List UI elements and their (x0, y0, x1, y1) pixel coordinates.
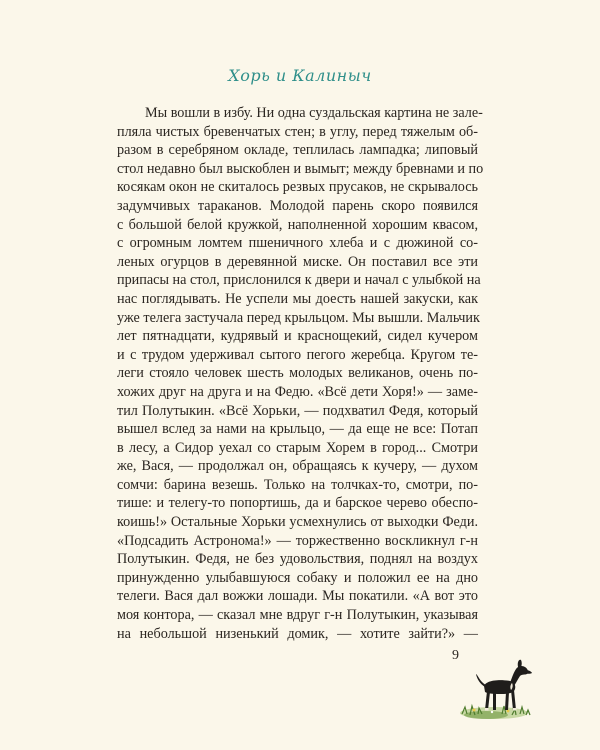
text-line: и с трудом удерживал сытого пегого жеребца. Кругом те- (117, 346, 478, 363)
text-line: с огромным ломтем пшеничного хлеба и с дюжиной со- (117, 235, 478, 252)
text-line: леных огурцов в деревянной миске. Он поставил все эти (117, 253, 478, 270)
text-line: хожих друг на друга и на Федю. «Всё дети Хоря!» — заме- (117, 383, 478, 400)
text-line: тил Полутыкин. «Всё Хорьки, — подхватил Федя, который (117, 402, 478, 419)
text-line: тише: и телегу-то попортишь, да и барское черево обеспо- (117, 495, 478, 512)
body-paragraph (117, 104, 484, 643)
chapter-title: Хорь и Калиныч (228, 66, 372, 85)
text-line: телеги. Вася дал вожжи лошади. Мы покатили. «А вот это (117, 588, 478, 605)
page-number: 9 (452, 648, 459, 663)
text-line: принужденно улыбавшуюся собаку и положил ее на дно (117, 569, 478, 586)
text-line: с большой белой кружкой, наполненной хорошим квасом, (117, 216, 478, 233)
text-line: уже телега застучала перед крыльцом. Мы вышли. Мальчик (117, 309, 480, 326)
text-line: пляла чистых бревенчатых стен; в углу, перед тяжелым об- (117, 123, 478, 140)
text-line: косякам окон не скиталось резвых прусаков, не скрывалось (117, 179, 478, 196)
text-line: моя контора, — сказал мне вдруг г-н Полутыкин, указывая (117, 607, 478, 624)
text-line: разом в серебряном окладе, теплилась лампадка; липовый (117, 142, 478, 159)
text-line: задумчивых тараканов. Молодой парень скоро появился (117, 197, 478, 214)
text-line: вышел вслед за нами на крыльцо, — да еще не все: Потап (117, 421, 478, 438)
dog-on-grass-icon (456, 652, 538, 724)
text-line: леги стояло человек шесть молодых великанов, очень по- (117, 365, 478, 382)
text-line: Мы вошли в избу. Ни одна суздальская картина не зале- (145, 105, 483, 121)
text-line: сомчи: барина везешь. Только на толчках-то, смотри, по- (117, 476, 478, 493)
text-line: лет пятнадцати, кудрявый и краснощекий, сидел кучером (117, 328, 478, 345)
text-line: же, Вася, — продолжал он, обращаясь к кучеру, — духом (117, 458, 478, 475)
text-line: «Подсадить Астронома!» — торжественно воскликнул г-н (117, 532, 478, 549)
text-line: припасы на стол, прислонился к двери и начал с улыбкой на (117, 272, 481, 289)
text-line: нас поглядывать. Не успели мы доесть нашей закуски, как (117, 290, 478, 307)
text-line: Полутыкин. Федя, не без удовольствия, поднял на воздух (117, 551, 478, 568)
text-line: коишь!» Остальные Хорьки усмехнулись от выходки Феди. (117, 514, 478, 531)
text-line: на небольшой низенький домик, — хотите зайти?» — (117, 625, 478, 642)
text-line: стол недавно был выскоблен и вымыт; между бревнами и по (117, 160, 484, 177)
text-line: в лесу, а Сидор уехал со старым Хорем в город... Смотри (117, 439, 478, 456)
